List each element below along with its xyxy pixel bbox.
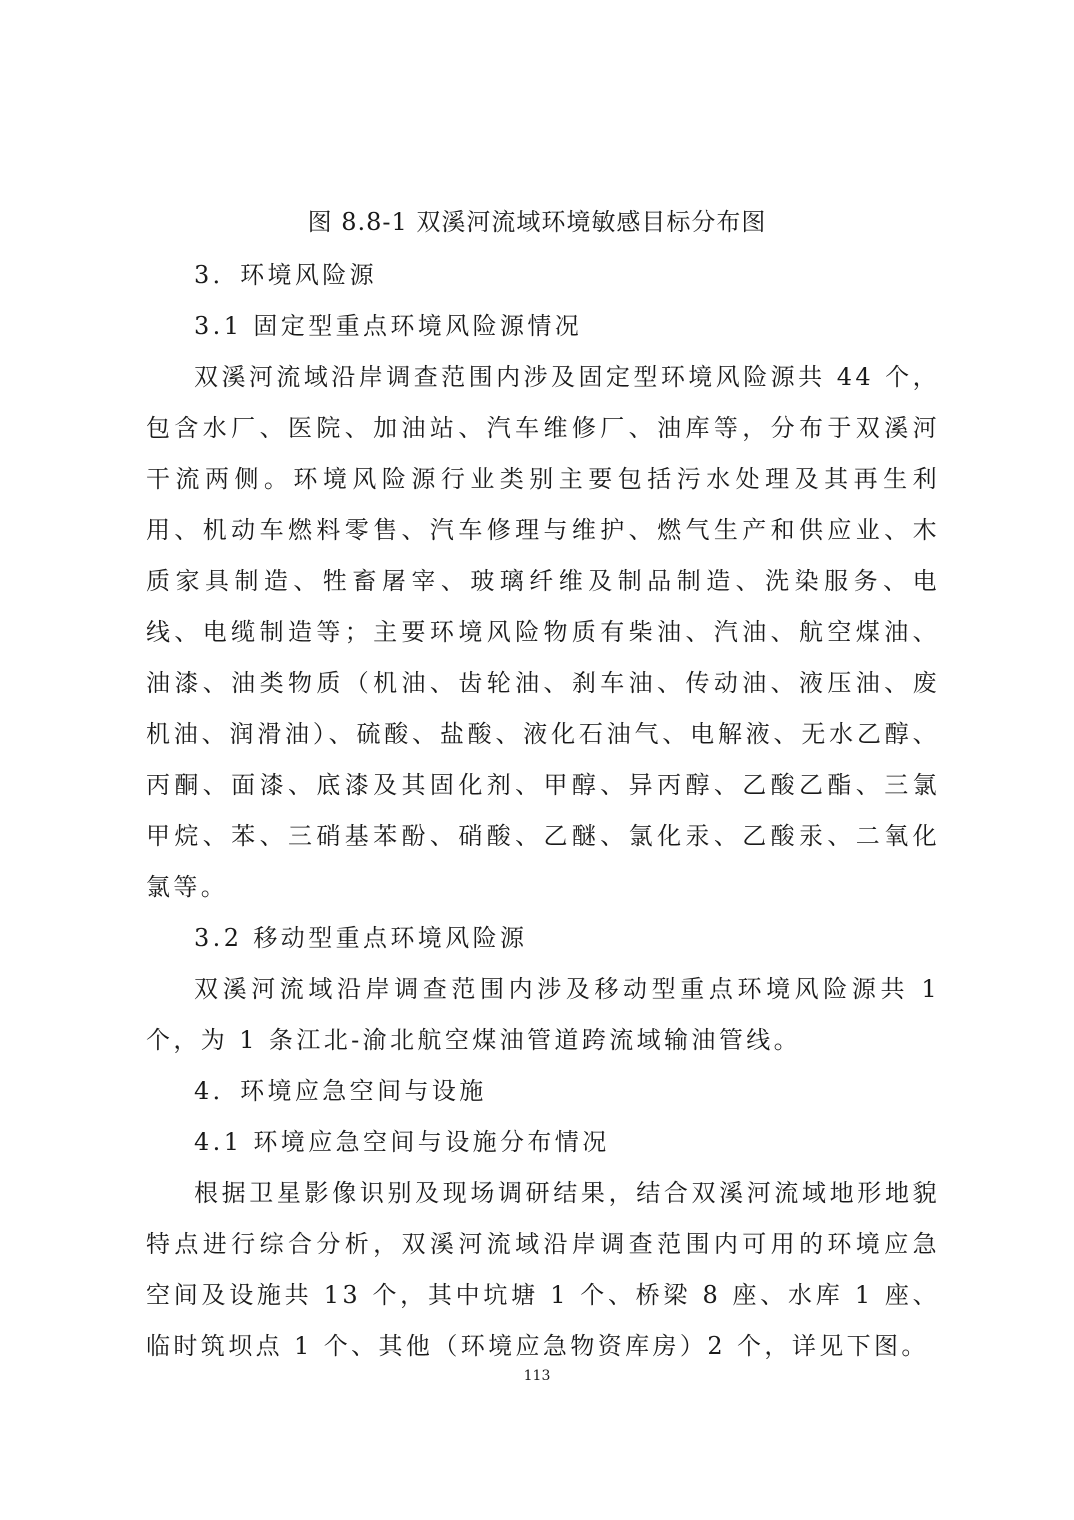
section-3-heading: 3．环境风险源: [194, 261, 378, 289]
section-4-1-paragraph: 根据卫星影像识别及现场调研结果，结合双溪河流域地形地貌特点进行综合分析，双溪河流域沿岸调查范围内可用的环境应急空间及设施共 13 个，其中坑塘 1 个、桥梁 8 座、水库 1 座、临时筑坝点 1 个、其他（环境应急物资库房）2 个，详见下图。: [146, 1179, 940, 1360]
body-text: [146, 250, 940, 1372]
section-4-heading: 4．环境应急空间与设施: [194, 1077, 487, 1105]
section-3-1-paragraph: 双溪河流域沿岸调查范围内涉及固定型环境风险源共 44 个，包含水厂、医院、加油站、汽车维修厂、油库等，分布于双溪河干流两侧。环境风险源行业类别主要包括污水处理及其再生利用、机动车燃料零售、汽车修理与维护、燃气生产和供应业、木质家具制造、牲畜屠宰、玻璃纤维及制品制造、洗染服务、电线、电缆制造等；主要环境风险物质有柴油、汽油、航空煤油、油漆、油类物质（机油、齿轮油、刹车油、传动油、液压油、废机油、润滑油）、硫酸、盐酸、液化石油气、电解液、无水乙醇、丙酮、面漆、底漆及其固化剂、甲醇、异丙醇、乙酸乙酯、三氯甲烷、苯、三硝基苯酚、硝酸、乙醚、氯化汞、乙酸汞、二氧化氯等。: [146, 363, 940, 901]
section-3-1-heading: 3.1 固定型重点环境风险源情况: [194, 312, 583, 340]
page-number: 113: [523, 1368, 551, 1384]
figure-caption: 图 8.8-1 双溪河流域环境敏感目标分布图: [307, 208, 767, 236]
section-3-2-heading: 3.2 移动型重点环境风险源: [194, 924, 528, 952]
section-4-1-heading: 4.1 环境应急空间与设施分布情况: [194, 1128, 610, 1156]
section-3-2-paragraph: 双溪河流域沿岸调查范围内涉及移动型重点环境风险源共 1 个，为 1 条江北-渝北航空煤油管道跨流域输油管线。: [146, 975, 940, 1054]
